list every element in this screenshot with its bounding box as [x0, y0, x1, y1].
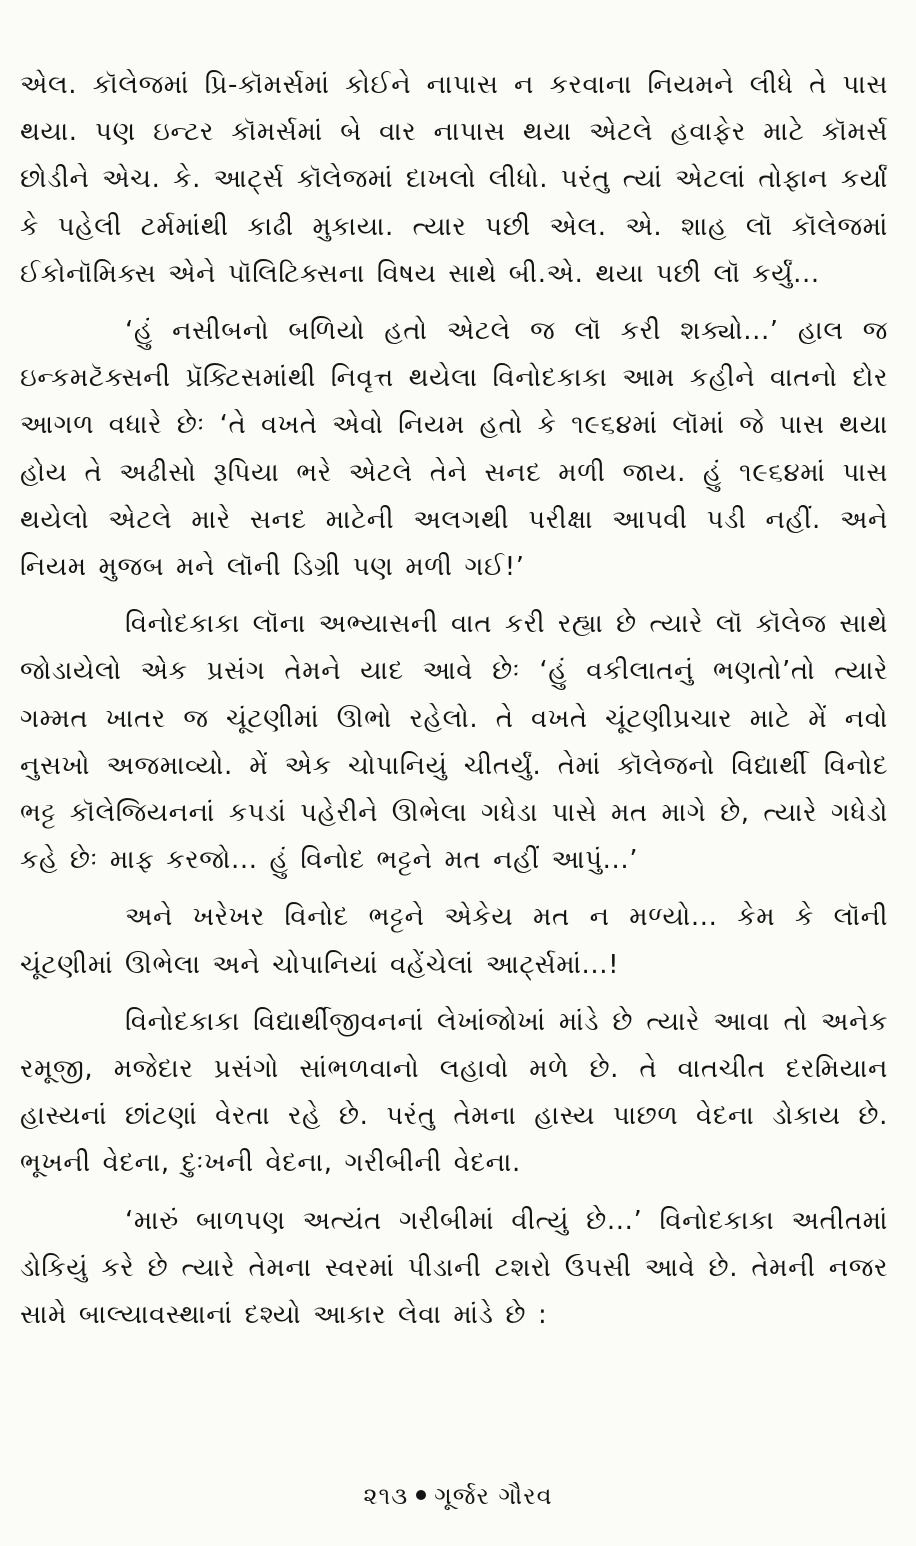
paragraph-luck-quote: ‘હું નસીબનો બળિયો હતો એટલે જ લૉ કરી શક્યો...’ હાલ જ ઇન્કમટૅક્સની પ્રૅક્ટિસમાંથી નિવૃત્ત થયેલા વિનોદકાકા આમ કહીને વાતનો દોર આગળ વધારે છેઃ ‘તે વખતે એવો નિયમ હતો કે ૧૯૬૪માં લૉમાં જે પાસ થયા હોય તે અઢીસો રૂપિયા ભરે એટલે તેને સનદ મળી જાય. હું ૧૯૬૪માં પાસ થયેલો એટલે મારે સનદ માટેની અલગથી પરીક્ષા આપવી પડી નહીં. અને નિયમ મુજબ મને લૉની ડિગ્રી પણ મળી ગઈ!’: [20, 316, 888, 583]
page-number: ૨૧૩: [363, 1482, 409, 1510]
paragraph-election-anecdote: વિનોદકાકા લૉના અભ્યાસની વાત કરી રહ્યા છે ત્યારે લૉ કૉલેજ સાથે જોડાયેલો એક પ્રસંગ તેમને યાદ આવે છેઃ ‘હું વકીલાતનું ભણતો’તો ત્યારે ગમ્મત ખાતર જ ચૂંટણીમાં ઊભો રહેલો. તે વખતે ચૂંટણીપ્રચાર માટે મેં નવો નુસખો અજમાવ્યો. મેં એક ચોપાનિયું ચીતર્યું. તેમાં કૉલેજનો વિદ્યાર્થી વિનોદ ભટ્ટ કૉલેજિયનનાં કપડાં પહેરીને ઊભેલા ગધેડા પાસે મત માગે છે, ત્યારે ગધેડો કહે છેઃ માફ કરજો... હું વિનોદ ભટ્ટને મત નહીં આપું...’: [20, 609, 888, 876]
body-text: [20, 62, 888, 1339]
paragraph-continuation: એલ. કૉલેજમાં પ્રિ-કૉમર્સમાં કોઈને નાપાસ ન કરવાના નિયમને લીધે તે પાસ થયા. પણ ઇન્ટર કૉમર્સમાં બે વાર નાપાસ થયા એટલે હવાફેર માટે કૉમર્સ છોડીને એચ. કે. આર્ટ્સ કૉલેજમાં દાખલો લીધો. પરંતુ ત્યાં એટલાં તોફાન કર્યાં કે પહેલી ટર્મમાંથી કાઢી મુકાયા. ત્યાર પછી એલ. એ. શાહ લૉ કૉલેજમાં ઈકોનૉમિક્સ એને પૉલિટિક્સના વિષય સાથે બી.એ. થયા પછી લૉ કર્યું...: [20, 70, 888, 289]
bullet-separator-icon: [416, 1490, 426, 1500]
paragraph-childhood: ‘મારું બાળપણ અત્યંત ગરીબીમાં વીત્યું છે...’ વિનોદકાકા અતીતમાં ડોકિયું કરે છે ત્યારે તેમના સ્વરમાં પીડાની ટશરો ઉપસી આવે છે. તેમની નજર સામે બાલ્યાવસ્થાનાં દશ્યો આકાર લેવા માંડે છે :: [20, 1205, 888, 1331]
paragraph-student-life: વિનોદકાકા વિદ્યાર્થીજીવનનાં લેખાંજોખાં માંડે છે ત્યારે આવા તો અનેક રમૂજી, મજેદાર પ્રસંગો સાંભળવાનો લહાવો મળે છે. તે વાતચીત દરમિયાન હાસ્યનાં છાંટણાં વેરતા રહે છે. પરંતુ તેમના હાસ્ય પાછળ વેદના ડોકાય છે. ભૂખની વેદના, દુઃખની વેદના, ગરીબીની વેદના.: [20, 1006, 888, 1179]
paragraph-no-votes: અને ખરેખર વિનોદ ભટ્ટને એકેય મત ન મળ્યો... કેમ કે લૉની ચૂંટણીમાં ઊભેલા અને ચોપાનિયાં વહેંચેલાં આર્ટ્સમાં...!: [20, 902, 888, 980]
page-footer: [0, 1480, 916, 1512]
book-title: ગૂર્જર ગૌરવ: [434, 1482, 553, 1510]
